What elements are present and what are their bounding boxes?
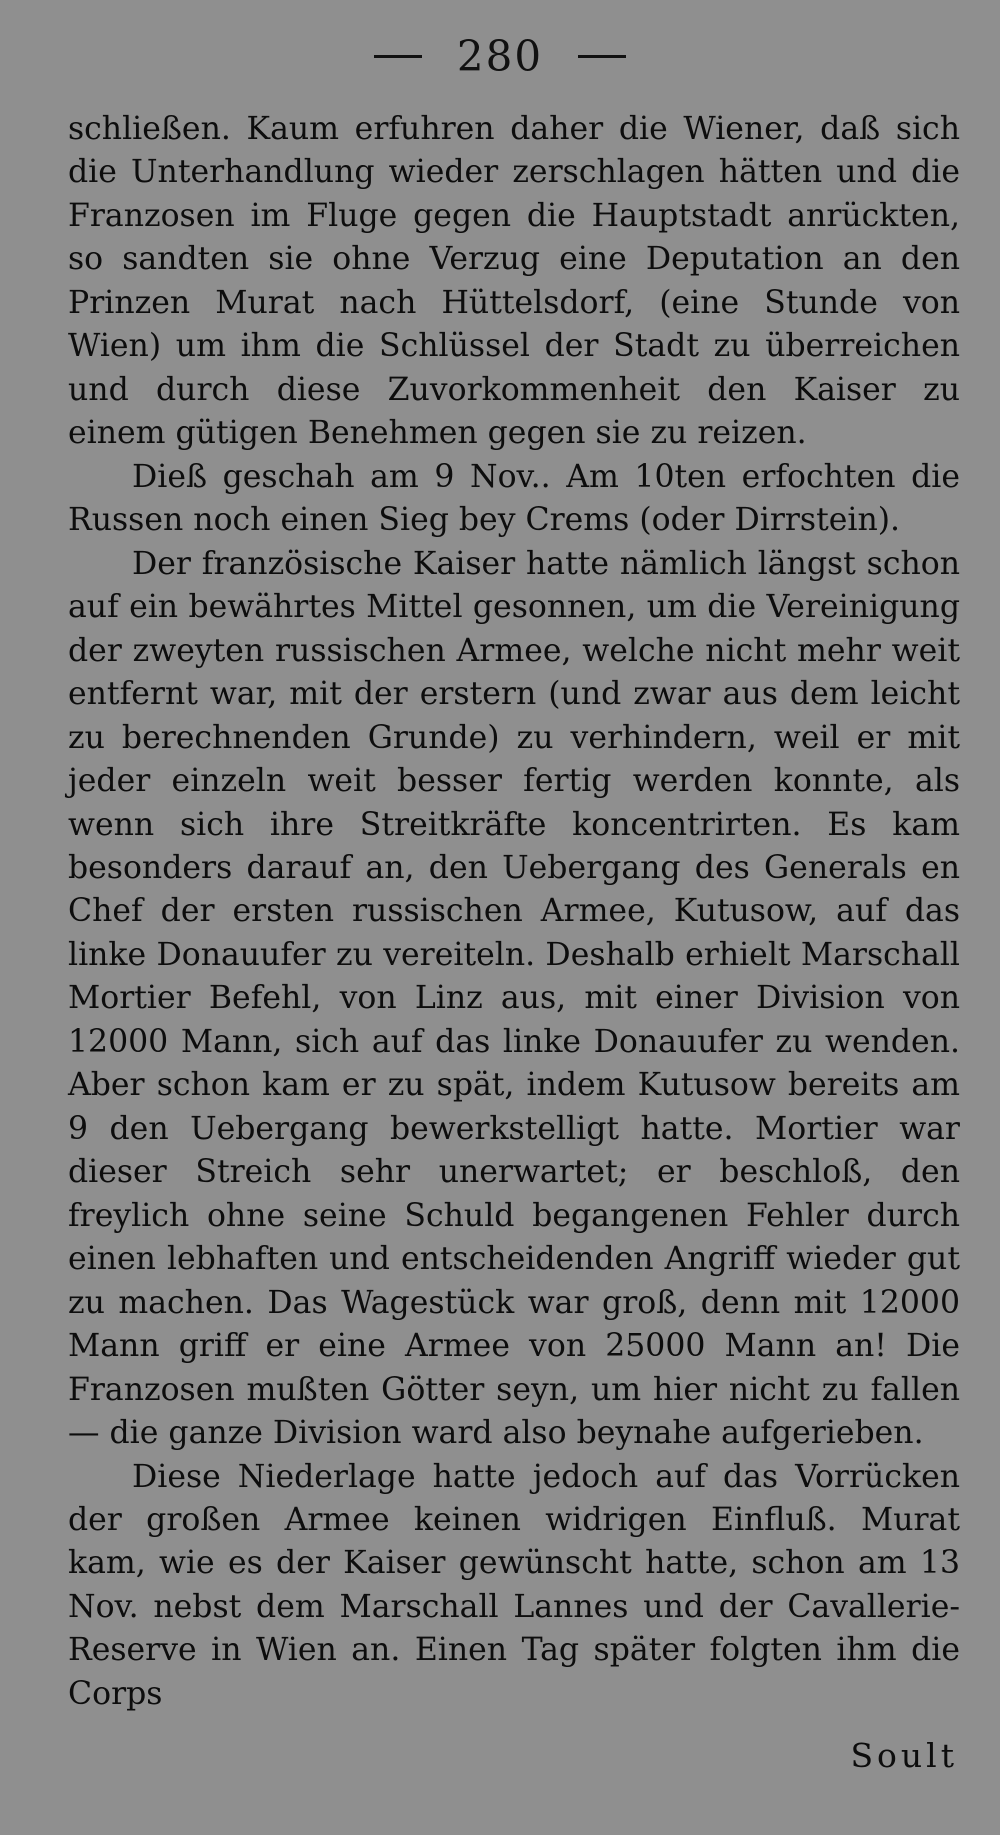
paragraph-2: Dieß geschah am 9 Nov.. Am 10ten erfochten die Russen noch einen Sieg bey Crems (oder Dirrstein). (68, 458, 960, 539)
catchword: Soult (850, 1736, 958, 1775)
header-dash-right (578, 55, 626, 58)
paragraph-4: Diese Niederlage hatte jedoch auf das Vorrücken der großen Armee keinen widrigen Einfluß. Murat kam, wie es der Kaiser gewünscht hatte, schon am 13 Nov. nebst dem Marschall Lannes und der Cavallerie-Reserve in Wien an. Einen Tag später folgten ihm die Corps (68, 1458, 960, 1712)
paragraph-1: schließen. Kaum erfuhren daher die Wiener, daß sich die Unterhandlung wieder zerschlagen hätten und die Franzosen im Fluge gegen die Hauptstadt anrückten, so sandten sie ohne Verzug eine Deputation an den Prinzen Murat nach Hüttelsdorf, (eine Stunde von Wien) um ihm die Schlüssel der Stadt zu überreichen und durch diese Zuvorkommenheit den Kaiser zu einem gütigen Benehmen gegen sie zu reizen. (68, 111, 960, 452)
page-body (68, 108, 960, 1716)
header-dash-left (374, 55, 422, 58)
page-header (0, 28, 1000, 88)
paragraph-3: Der französische Kaiser hatte nämlich längst schon auf ein bewährtes Mittel gesonnen, um die Vereinigung der zweyten russischen Armee, welche nicht mehr weit entfernt war, mit der erstern (und zwar aus dem leicht zu berechnenden Grunde) zu verhindern, weil er mit jeder einzeln weit besser fertig werden konnte, als wenn sich ihre Streitkräfte koncentrirten. Es kam besonders darauf an, den Uebergang des Generals en Chef der ersten russischen Armee, Kutusow, auf das linke Donauufer zu vereiteln. Deshalb erhielt Marschall Mortier Befehl, von Linz aus, mit einer Division von 12000 Mann, sich auf das linke Donauufer zu wenden. Aber schon kam er zu spät, indem Kutusow bereits am 9 den Uebergang bewerkstelligt hatte. Mortier war dieser Streich sehr unerwartet; er beschloß, den freylich ohne seine Schuld begangenen Fehler durch einen lebhaften und entscheidenden Angriff wieder gut zu machen. Das Wagestück war groß, denn mit 12000 Mann griff er eine Armee von 25000 Mann an! Die Franzosen mußten Götter seyn, um hier nicht zu fallen — die ganze Division ward also beynahe aufgerieben. (68, 545, 960, 1452)
page-number: 280 (456, 31, 544, 81)
